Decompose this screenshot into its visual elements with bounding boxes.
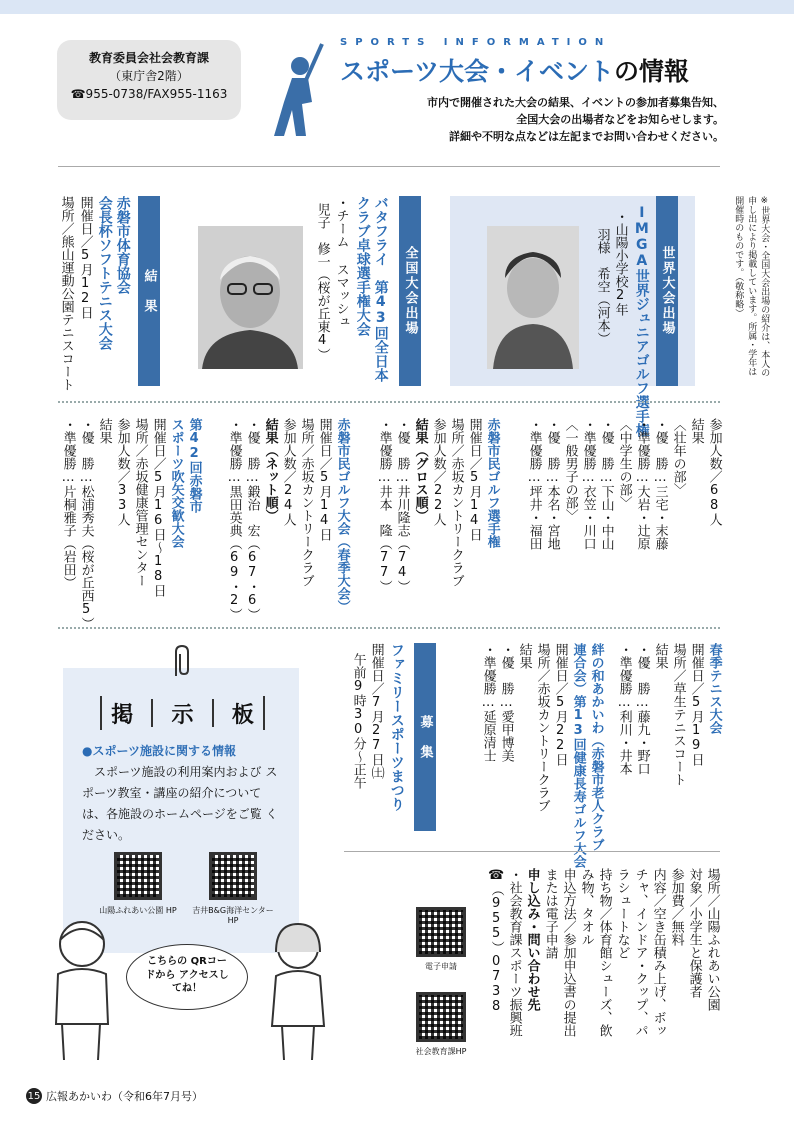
title-suffix: の情報 [614, 57, 690, 86]
senior-golf-result-label: 結果 [516, 643, 532, 669]
world-person: 羽様 希空（河本） [594, 228, 610, 345]
world-event: IMGA世界ジュニアゴルフ選手権 [633, 205, 650, 437]
world-bar: 世界大会出場 [656, 196, 678, 386]
tennis-division-jh: 〈中学生の部〉 [616, 418, 632, 509]
office-floor: （東庁舎2階） [109, 69, 189, 83]
bulletin-title-char-3: 板 [231, 702, 254, 728]
desc-line-3: 詳細や不明な点などは左記までお問い合わせください。 [449, 130, 724, 144]
results-place: 場所／熊山運動公園テニスコート [58, 196, 74, 391]
tennis-senior-winner: ・優 勝…三宅・末藤 [652, 418, 668, 550]
woman-character-illustration [262, 918, 334, 1062]
social-education-qr-code[interactable] [416, 992, 466, 1042]
page-number: 15 [26, 1088, 42, 1104]
national-team: ・チーム スマッシュ [333, 196, 349, 328]
bulletin-body: スポーツ施設の利用案内および スポーツ教室・講座の紹介について は、各施設のホームページをご覧 ください。 [82, 765, 278, 842]
office-phone: ☎955-0738/FAX955-1163 [70, 87, 228, 101]
family-belongings-2: み物、タオル [578, 868, 594, 946]
table-tennis-player-photo [198, 226, 303, 369]
family-fee: 参加費／無料 [668, 868, 684, 946]
sanyo-park-qr-label: 山陽ふれあい公園 HP [99, 906, 177, 915]
top-band [0, 0, 794, 14]
bulletin-title [100, 696, 265, 730]
fukiya-title-2: スポーツ吹矢交歓大会 [168, 418, 184, 548]
office-name: 教育委員会社会教育課 [88, 51, 209, 65]
fukiya-result-label: 結果 [96, 418, 112, 444]
family-contact-phone: ☎（955）0738 [488, 868, 504, 1014]
tennis-men-runner: ・準優勝…坪井・福田 [526, 418, 542, 550]
golf-championship-place: 場所／赤坂カントリークラブ [448, 418, 464, 587]
spring-tennis-title: 春季テニス大会 [706, 643, 722, 734]
family-contact-label: 申し込み・問い合わせ先 [524, 868, 540, 1011]
tennis-jh-runner: ・準優勝…衣笠・川口 [580, 418, 596, 550]
golf-spring-result-label: 結果（ネット順） [262, 418, 278, 522]
family-apply-1: 申込方法／参加申込書の提出 [560, 868, 576, 1037]
spring-tennis-date: 開催日／5月19日 [688, 643, 704, 766]
senior-golf-date: 開催日／5月22日 [552, 643, 568, 766]
tennis-men-winner: ・優 勝…本名・宮地 [544, 418, 560, 550]
golf-spring-place: 場所／赤坂カントリークラブ [298, 418, 314, 587]
bulletin-title-char-1: 掲 [111, 702, 134, 728]
results-org-1: 赤磐市体育協会 [114, 196, 131, 294]
speech-bubble: こちらの QRコードから アクセスしてね！ [126, 944, 248, 1010]
family-contact-dept: ・社会教育課スポーツ振興班 [506, 868, 522, 1037]
tennis-jh-winner: ・優 勝…下山・中山 [598, 418, 614, 550]
national-person: 児子 修一（桜が丘東4） [314, 203, 330, 361]
family-place: 場所／山陽ふれあい公園 [704, 868, 720, 1011]
family-apply-2: または電子申請 [542, 868, 558, 959]
yoshii-bg-qr-label: 吉井B&G海洋センター HP [192, 906, 274, 925]
yoshii-bg-qr-code[interactable] [209, 852, 257, 900]
tennis-participants: 参加人数／68人 [706, 418, 722, 526]
bulletin-heading: ●スポーツ施設に関する情報 [82, 744, 236, 758]
golf-spring-participants: 参加人数／24人 [280, 418, 296, 526]
tennis-result-label: 結果 [688, 418, 704, 444]
fukiya-date: 開催日／5月16日～18日 [150, 418, 166, 597]
family-content-3: ラシュートなど [614, 868, 630, 959]
family-target: 対象／小学生と保護者 [686, 868, 702, 998]
bulletin-title-char-2: 示 [171, 702, 194, 728]
golf-championship-title: 赤磐市民ゴルフ選手権 [484, 418, 500, 548]
golf-championship-participants: 参加人数／22人 [430, 418, 446, 526]
golf-spring-winner: ・優 勝…鍛治 宏（67・6） [244, 418, 260, 621]
junior-golfer-photo [487, 226, 579, 369]
national-bar: 全国大会出場 [399, 196, 421, 386]
office-contact-box [57, 40, 241, 120]
results-org-2: 会長杯ソフトテニス大会 [96, 196, 113, 350]
golf-championship-result-label: 結果（グロス順） [412, 418, 428, 522]
senior-golf-winner: ・優 勝…愛甲博美 [498, 643, 514, 762]
title-main: スポーツ大会・イベント [340, 57, 615, 86]
fukiya-winner: ・優 勝…松浦秀夫（桜が丘西5） [78, 418, 94, 630]
spring-tennis-result-label: 結果 [652, 643, 668, 669]
family-sports-time: 午前9時30分～正午 [350, 653, 366, 789]
header-divider [58, 166, 720, 167]
desc-line-1: 市内で開催された大会の結果、イベントの参加者募集告知、 [427, 96, 724, 109]
family-content-1: 内容／空き缶積み上げ、ボッ [650, 868, 666, 1037]
tennis-senior-runner: ・準優勝…大岩・辻原 [634, 418, 650, 550]
page-footer [26, 1088, 203, 1104]
fukiya-title-1: 第42回赤磐市 [186, 418, 202, 513]
spring-tennis-place: 場所／草生テニスコート [670, 643, 686, 786]
header-description [378, 94, 724, 145]
fukiya-runner: ・準優勝…片桐雅子（岩田） [60, 418, 76, 589]
world-school: ・山陽小学校2年 [612, 210, 628, 316]
note-line-2: 申し出により掲載しています。所属・学年は [746, 196, 757, 376]
golf-spring-runner: ・準優勝…黒田英典（69・2） [226, 418, 242, 621]
section-divider-1 [58, 401, 720, 403]
footer-text: 広報あかいわ（令和6年7月号） [46, 1090, 203, 1103]
senior-golf-place: 場所／赤坂カントリークラブ [534, 643, 550, 812]
e-application-qr-label: 電子申請 [425, 962, 457, 971]
note-line-3: 開催時のものです。（敬称略） [733, 196, 744, 318]
golf-championship-date: 開催日／5月14日 [466, 418, 482, 541]
national-event-1: バタフライ 第43回全日本 [372, 196, 389, 382]
golf-championship-winner: ・優 勝…井川隆志（74） [394, 418, 410, 593]
senior-golf-title-2: 連合会）第13回健康長寿ゴルフ大会 [570, 643, 586, 868]
results-bar: 結 果 [138, 196, 160, 386]
recruit-bar: 募 集 [414, 643, 436, 831]
results-date: 開催日／5月12日 [77, 196, 93, 319]
senior-golf-title-1: 絆の和あかいわ（赤磐市老人クラブ [588, 643, 604, 851]
social-education-qr-label: 社会教育課HP [415, 1047, 467, 1056]
senior-golf-runner: ・準優勝…延原清士 [480, 643, 496, 762]
sports-information-kicker: SPORTS INFORMATION [340, 37, 612, 48]
page-title [340, 52, 689, 88]
family-sports-title: ファミリースポーツまつり [388, 643, 405, 811]
tennis-division-senior: 〈壮年の部〉 [670, 418, 686, 496]
desc-line-2: 全国大会の出場者などをお知らせします。 [516, 113, 724, 127]
e-application-qr-code[interactable] [416, 907, 466, 957]
golf-spring-date: 開催日／5月14日 [316, 418, 332, 541]
family-belongings-1: 持ち物／体育館シューズ、飲 [596, 868, 612, 1037]
spring-tennis-winner: ・優 勝…藤九・野口 [634, 643, 650, 775]
baseball-player-icon [262, 40, 334, 142]
golf-championship-runner: ・準優勝…井本 隆（77） [376, 418, 392, 593]
fukiya-place: 場所／赤坂健康管理センター [132, 418, 148, 587]
spring-tennis-runner: ・準優勝…利川・井本 [616, 643, 632, 775]
man-character-illustration [42, 914, 122, 1062]
section-divider-3 [344, 851, 720, 852]
golf-spring-title: 赤磐市民ゴルフ大会（春季大会） [334, 418, 350, 613]
family-content-2: チャ、インドア・クップ、パ [632, 868, 648, 1037]
note-line-1: ※世界大会・全国大会出場の紹介は、本人の [759, 196, 770, 377]
paper-clip-icon [168, 644, 196, 678]
sanyo-park-qr-code[interactable] [114, 852, 162, 900]
section-divider-2 [58, 627, 720, 629]
fukiya-participants: 参加人数／33人 [114, 418, 130, 526]
tennis-division-men: 〈一般男子の部〉 [562, 418, 578, 522]
national-event-2: クラブ卓球選手権大会 [354, 196, 371, 336]
family-sports-date: 開催日／7月27日㈯ [368, 643, 384, 779]
